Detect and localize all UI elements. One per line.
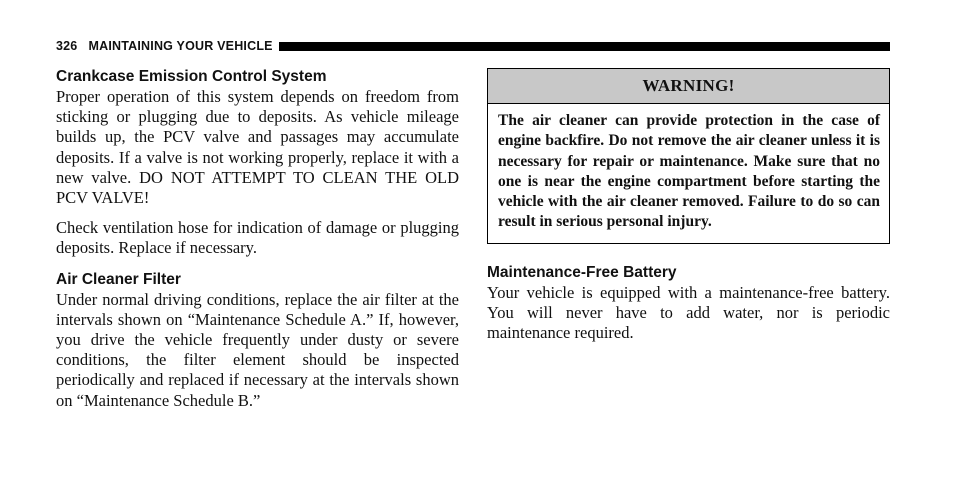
left-column bbox=[56, 66, 459, 411]
battery-paragraph: Your vehicle is equipped with a maintenance-free battery. You will never have to add water, nor is periodic maintenance required. bbox=[487, 282, 890, 343]
right-column bbox=[487, 66, 890, 343]
section-title: MAINTAINING YOUR VEHICLE bbox=[88, 39, 273, 53]
air-cleaner-heading: Air Cleaner Filter bbox=[56, 270, 181, 288]
warning-box bbox=[487, 68, 890, 244]
air-cleaner-paragraph: Under normal driving conditions, replace the air filter at the intervals shown on “Maintenance Schedule A.” If, however, you drive the vehicle frequently under dusty or severe conditions, the filter element should be inspected periodically and replaced if necessary at the intervals shown on “Maintenance Schedule B.” bbox=[56, 289, 459, 410]
page-header-text bbox=[56, 39, 273, 53]
crankcase-heading: Crankcase Emission Control System bbox=[56, 68, 327, 85]
warning-title: WARNING! bbox=[488, 69, 889, 104]
page-header bbox=[56, 38, 890, 54]
page-number: 326 bbox=[56, 39, 78, 53]
warning-text: The air cleaner can provide protection in the case of engine backfire. Do not remove the air cleaner unless it is necessary for repair or maintenance. Make sure that no one is near the engine compartment before starting the vehicle with the air cleaner removed. Failure to do so can result in serious personal injury. bbox=[498, 112, 880, 231]
header-rule bbox=[279, 42, 890, 51]
crankcase-paragraph-1: Proper operation of this system depends on freedom from sticking or plugging due to deposits. As vehicle mileage builds up, the PCV valve and passages may accumulate deposits. If a valve is not working properly, replace it with a new valve. DO NOT ATTEMPT TO CLEAN THE OLD PCV VALVE! bbox=[56, 87, 459, 208]
crankcase-paragraph-2: Check ventilation hose for indication of damage or plugging deposits. Replace if necessary. bbox=[56, 218, 459, 258]
battery-heading: Maintenance-Free Battery bbox=[487, 263, 677, 281]
